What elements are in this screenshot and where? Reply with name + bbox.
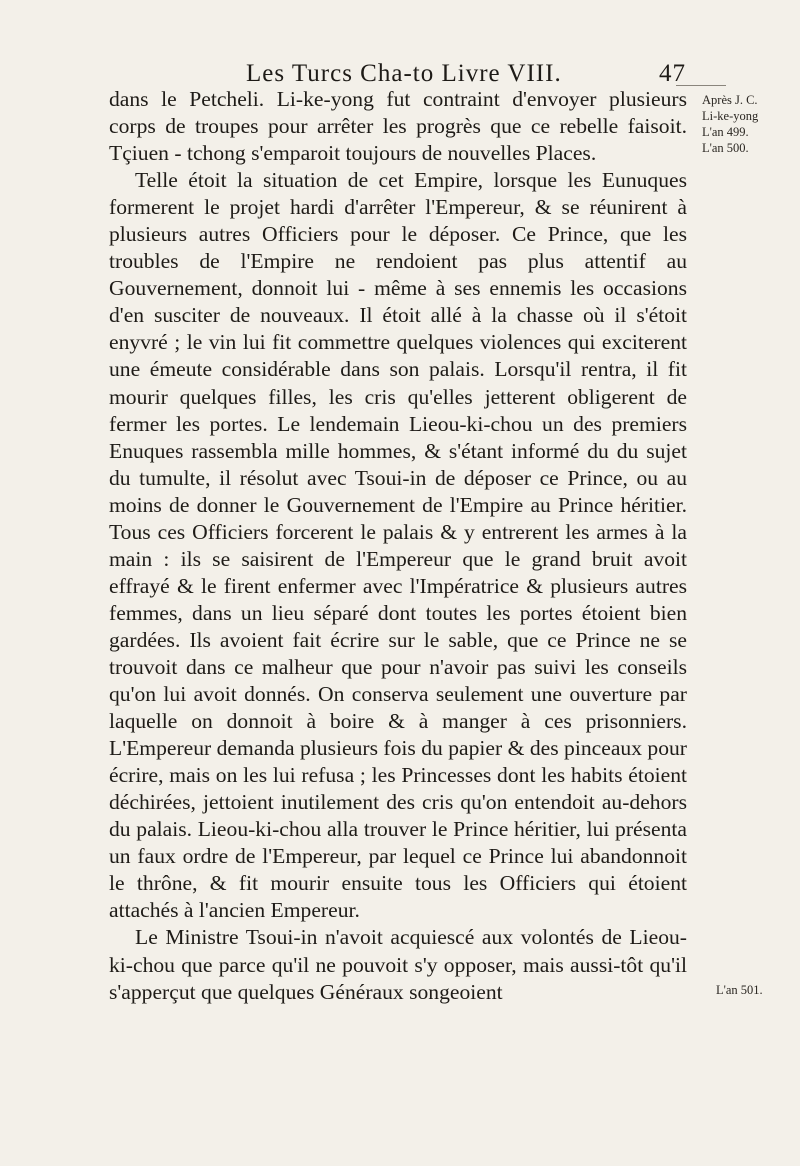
paragraph: dans le Petcheli. Li-ke-yong fut contraint d'envoyer plusieurs corps de troupes pour arrêter les progrès que ce rebelle faisoit. Tçiuen - tchong s'emparoit toujours de nouvelles Places. — [109, 87, 687, 166]
margin-note-line: Après J. C. — [702, 93, 758, 107]
margin-note-line: L'an 500. — [702, 141, 749, 155]
paragraph: Telle étoit la situation de cet Empire, lorsque les Eunuques formerent le projet hardi d'arrêter l'Empereur, & se réunirent à plusieurs autres Officiers pour le déposer. Ce Prince, que les troubles de l'Empire ne rendoient pas plus attentif au Gouvernement, donnoit lui - même à ses ennemis les occasions d'en susciter de nouveaux. Il étoit allé à la chasse où il s'étoit enyvré ; le vin lui fit commettre quelques violences qui exciterent une émeute considérable dans son palais. Lorsqu'il rentra, il fit mourir quelques filles, les cris qu'elles jetterent obligerent de fermer les portes. Le lendemain Lieou-ki-chou un des premiers Enuques rassembla mille hommes, & s'étant informé du du sujet du tumulte, il résolut avec Tsoui-in de déposer ce Prince, ou au moins de donner le Gouvernement de l'Empire au Prince héritier. Tous ces Officiers forcerent le palais & y entrerent les armes à la main : ils se saisirent de l'Empereur que le grand bruit avoit effrayé & le firent enfermer avec l'Impératrice & plusieurs autres femmes, dans un lieu séparé dont toutes les portes étoient bien gardées. Ils avoient fait écrire sur le sable, que ce Prince ne se trouvoit dans ce malheur que pour n'avoir pas suivi les conseils qu'on lui avoit donnés. On conserva seulement une ouverture par laquelle on donnoit à boire & à manger à ces prisonniers. L'Empereur demanda plusieurs fois du papier & des pinceaux pour écrire, mais on les lui refusa ; les Princesses dont les habits étoient déchirées, jettoient inutilement des cris qu'on entendoit au-dehors du palais. Lieou-ki-chou alla trouver le Prince héritier, lui présenta un faux ordre de l'Empereur, par lequel ce Prince lui abandonnoit le thrône, & fit mourir ensuite tous les Officiers qui étoient attachés à l'ancien Empereur. — [109, 168, 687, 923]
running-head-title: Les Turcs Cha-to Livre VIII. — [246, 60, 562, 87]
margin-note-year — [716, 982, 763, 998]
body-text — [109, 86, 687, 1006]
margin-note-dates — [702, 92, 758, 156]
paragraph: Le Ministre Tsoui-in n'avoit acquiescé aux volontés de Lieou-ki-chou que parce qu'il ne pouvoit s'y opposer, mais aussi-tôt qu'il s'apperçut que quelques Généraux songeoient — [109, 925, 687, 1004]
page-number: 47 — [659, 60, 686, 87]
margin-note-line: L'an 501. — [716, 983, 763, 997]
margin-note-line: Li-ke-yong — [702, 109, 759, 123]
margin-note-line: L'an 499. — [702, 125, 749, 139]
